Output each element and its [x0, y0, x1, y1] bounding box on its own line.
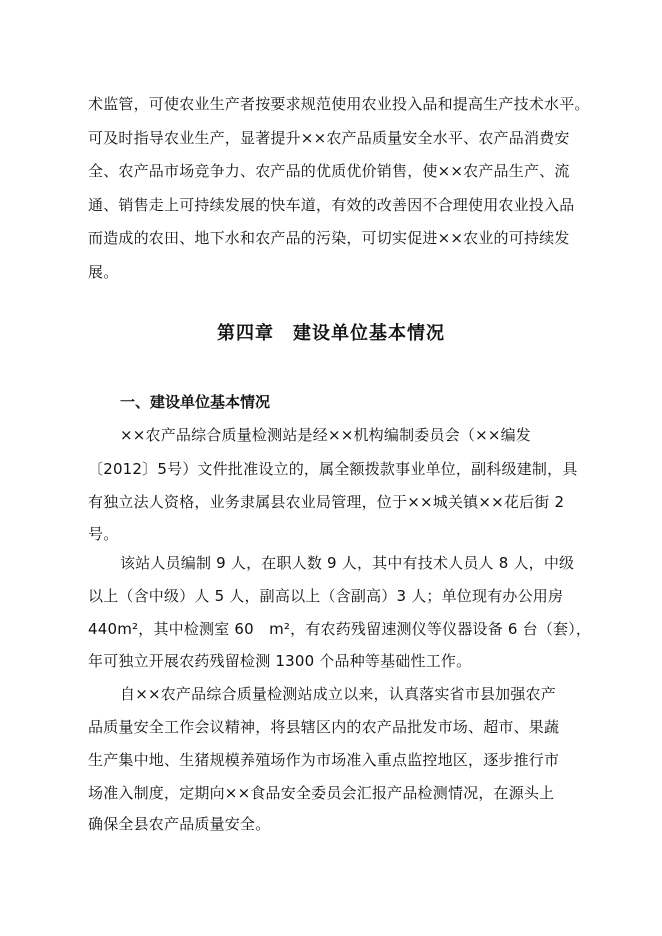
paragraph-1-line-2: 可及时指导农业生产，显著提升××农产品质量安全水平、农产品消费安 [88, 129, 570, 147]
paragraph-2-line-4: 号。 [88, 525, 119, 543]
paragraph-1-line-5: 而造成的农田、地下水和农产品的污染，可切实促进××农业的可持续发 [88, 229, 570, 247]
paragraph-2-line-1: ××农产品综合质量检测站是经××机构编制委员会（××编发 [120, 426, 532, 444]
paragraph-3-line-2: 以上（含中级）人 5 人，副高以上（含副高）3 人；单位现有办公用房 [88, 587, 564, 605]
section-heading: 一、建设单位基本情况 [120, 393, 271, 411]
paragraph-4-line-5: 确保全县农产品质量安全。 [88, 815, 271, 833]
paragraph-4-line-1: 自××农产品综合质量检测站成立以来，认真落实省市县加强农产 [120, 685, 556, 703]
paragraph-3-line-3: 440m²，其中检测室 60 m²，有农药残留速测仪等仪器设备 6 台（套）， [88, 620, 592, 638]
paragraph-1-line-1: 术监管，可使农业生产者按要求规范使用农业投入品和提高生产技术水平。 [88, 95, 590, 113]
paragraph-4-line-4: 场准入制度，定期向××食品安全委员会汇报产品检测情况，在源头上 [88, 784, 555, 802]
paragraph-2-line-2: 〔2012〕5号）文件批准设立的，属全额拨款事业单位，副科级建制，具 [88, 460, 578, 478]
paragraph-4-line-3: 生产集中地、生猪规模养殖场作为市场准入重点监控地区，逐步推行市 [88, 751, 560, 769]
paragraph-4-line-2: 品质量安全工作会议精神，将县辖区内的农产品批发市场、超市、果蔬 [88, 718, 560, 736]
paragraph-1-line-6: 展。 [88, 263, 119, 281]
paragraph-1-line-3: 全、农产品市场竞争力、农产品的优质优价销售，使××农产品生产、流 [88, 162, 570, 180]
paragraph-3-line-1: 该站人员编制 9 人，在职人数 9 人，其中有技术人员人 8 人，中级 [120, 554, 575, 572]
paragraph-1-line-4: 通、销售走上可持续发展的快车道，有效的改善因不合理使用农业投入品 [88, 196, 575, 214]
paragraph-3-line-4: 年可独立开展农药残留检测 1300 个品种等基础性工作。 [88, 652, 472, 670]
paragraph-2-line-3: 有独立法人资格，业务隶属县农业局管理，位于××城关镇××花后街 2 [88, 493, 565, 511]
chapter-title: 第四章 建设单位基本情况 [217, 323, 445, 344]
